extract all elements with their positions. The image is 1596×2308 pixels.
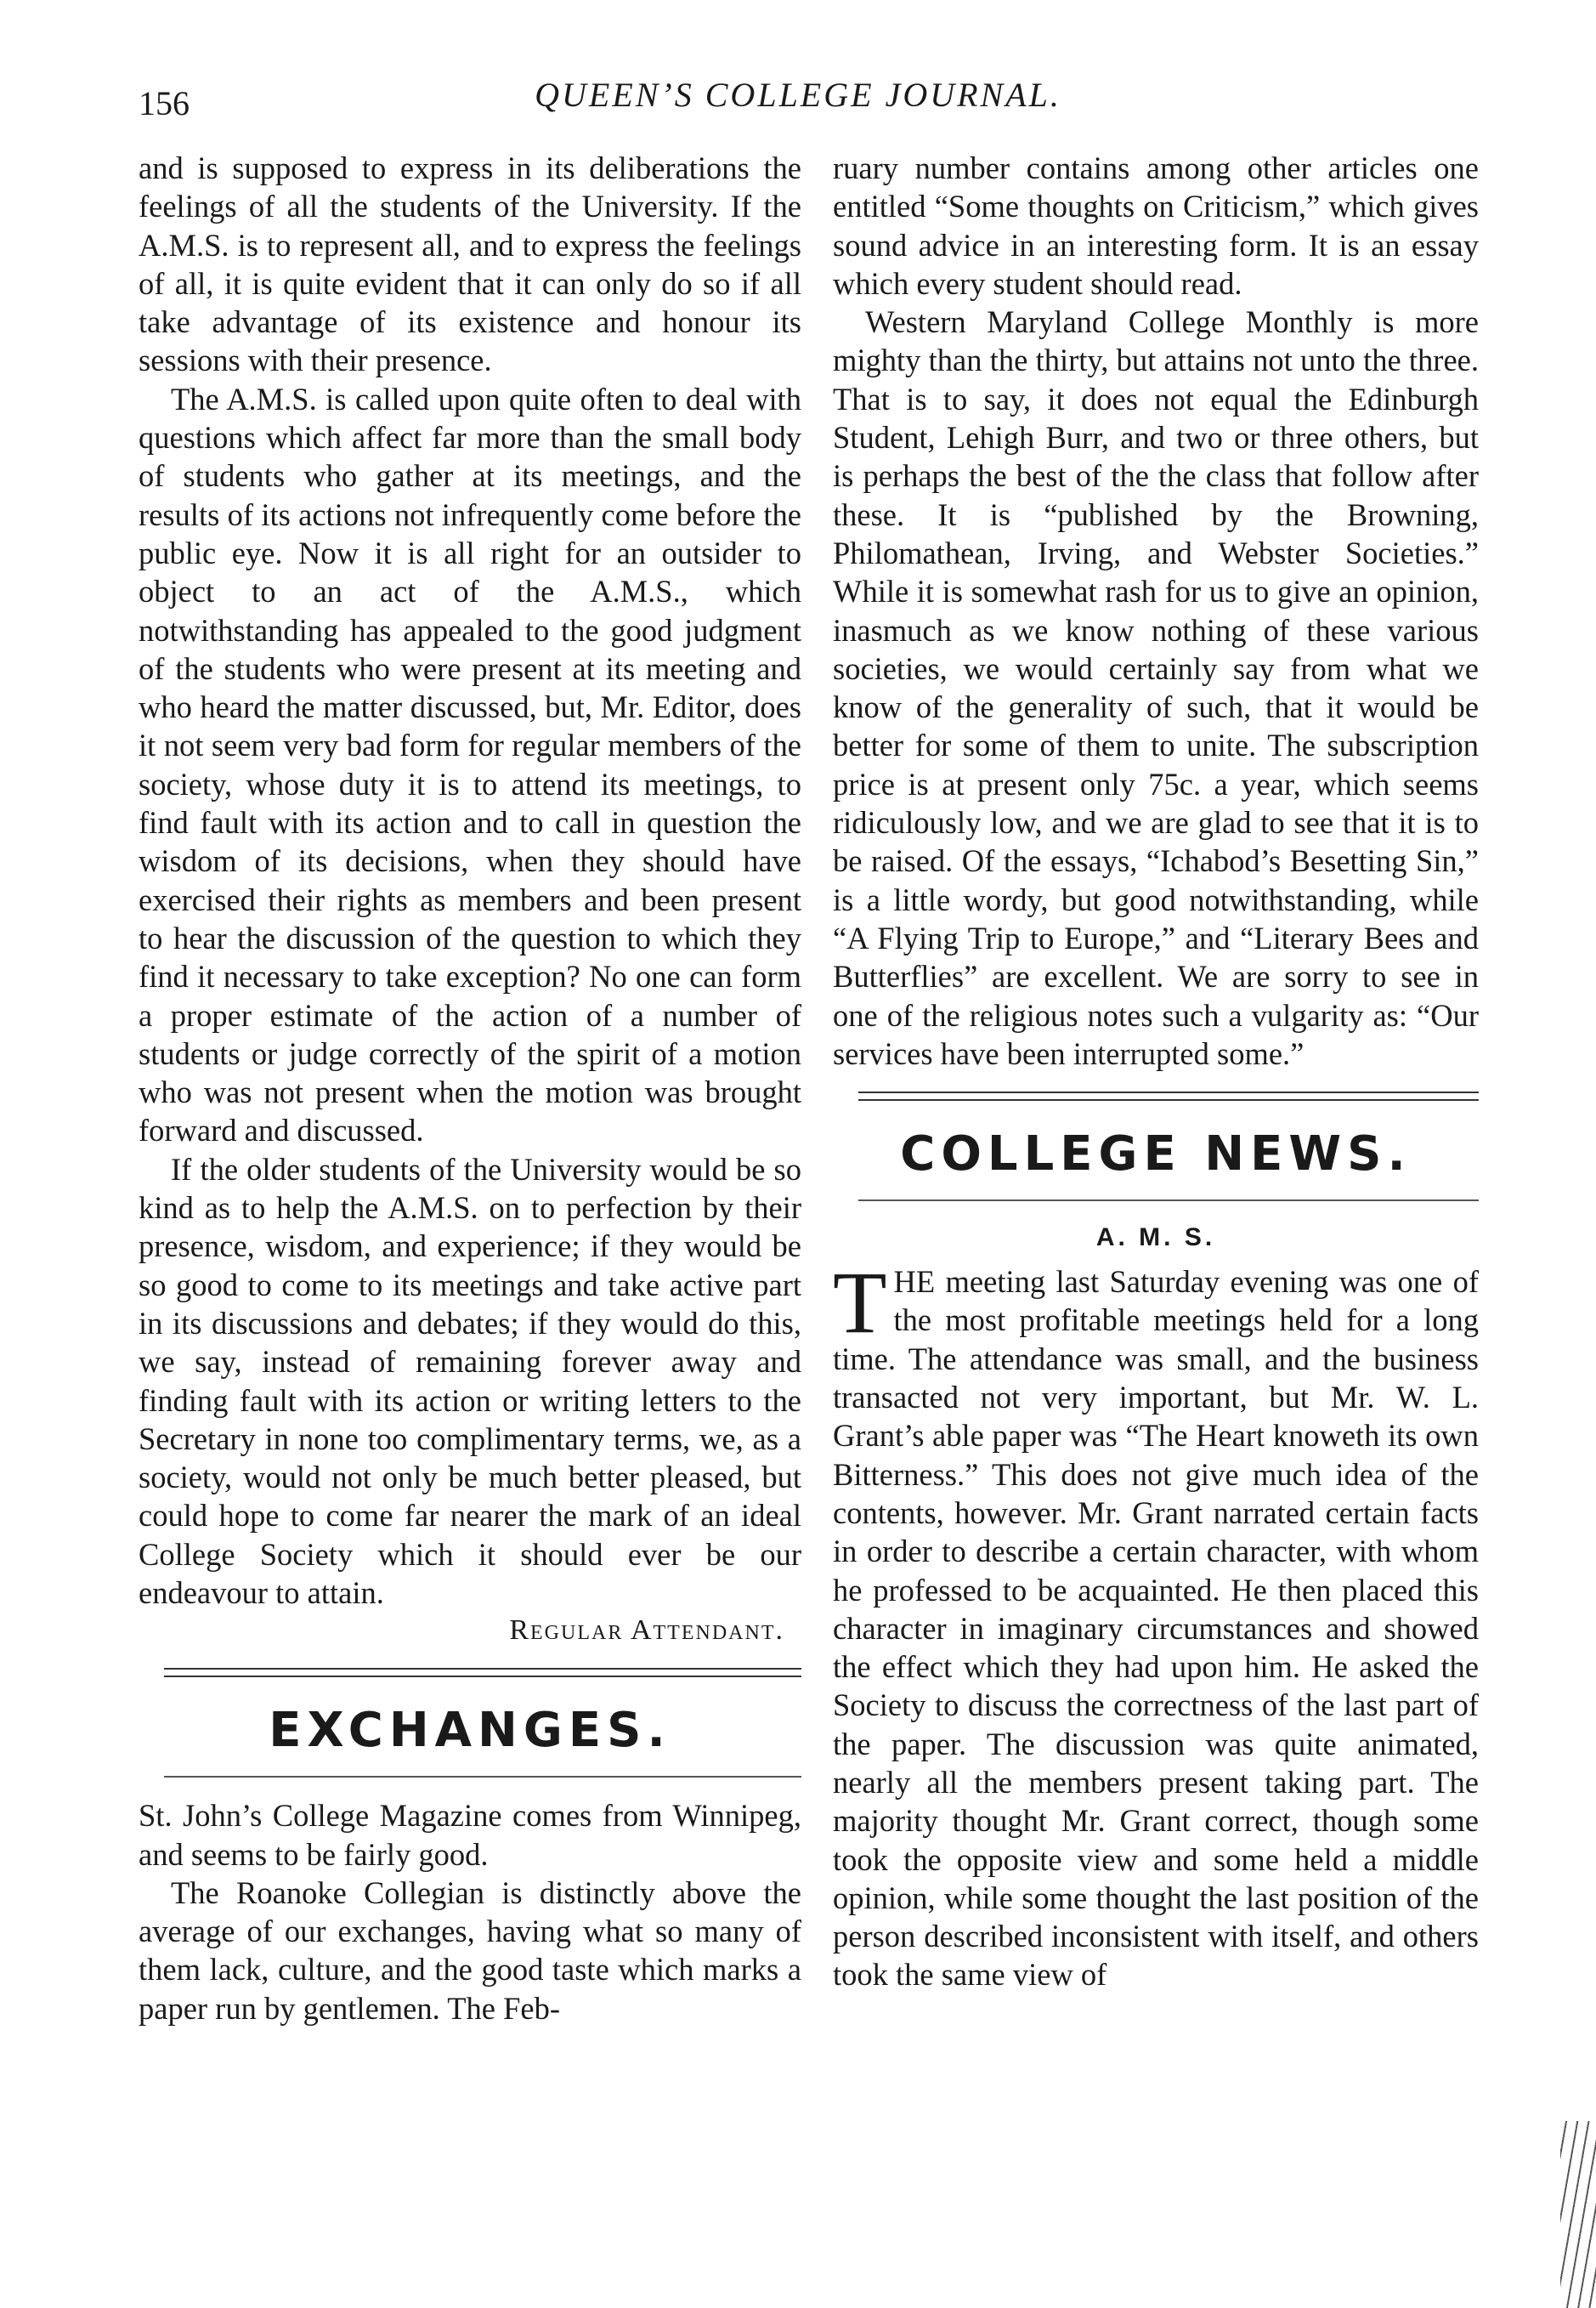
letter-paragraph: and is supposed to express in its deliberations the feelings of all the students of the University. If the A.M.S. is to represent all, and to express the feelings of all, it is quite evident that it can only do so if all take advantage of its existence and honour its sessions with their presence. bbox=[139, 150, 801, 378]
exchange-paragraph: The Roanoke Collegian is distinctly above the average of our exchanges, having what so many of them lack, culture, and the good taste which marks a paper run by gentlemen. The Feb- bbox=[139, 1874, 801, 2026]
section-divider bbox=[164, 1668, 801, 1677]
running-head: QUEEN’S COLLEGE JOURNAL. bbox=[535, 76, 1061, 114]
exchange-paragraph: Western Maryland College Monthly is more mighty than the thirty, but attains not unto the three. That is to say, it does not equal the Edinburgh Student, Lehigh Burr, and two or three others, but is perhaps the best of the the class that follow after these. It is “published by the Browning, Philomathean, Irving, and Webster Societies.” While it is somewhat rash for us to give an opinion, inasmuch as we know nothing of these various societies, we would certainly say from what we know of the generality of such, that it would be better for some of them to unite. The subscription price is at present only 75c. a year, which seems ridiculously low, and we are glad to see that it is to be raised. Of the essays, “Ichabod’s Besetting Sin,” is a little wordy, but good notwithstanding, while “A Flying Trip to Europe,” and “Literary Bees and Butterflies” are excellent. We are sorry to see in one of the religious notes such a vulgarity as: “Our services have been interrupted some.” bbox=[833, 304, 1479, 1071]
college-news-heading: COLLEGE NEWS. bbox=[900, 1126, 1412, 1182]
letter-signature: Regular Attendant. bbox=[509, 1614, 784, 1647]
section-divider bbox=[858, 1092, 1479, 1101]
ams-subheading: A. M. S. bbox=[1095, 1223, 1216, 1252]
exchange-paragraph: St. John’s College Magazine comes from Winnipeg, and seems to be fairly good. bbox=[139, 1798, 801, 1872]
exchanges-heading: EXCHANGES. bbox=[269, 1703, 671, 1759]
left-column bbox=[139, 149, 801, 2027]
exchange-paragraph: ruary number contains among other articles one entitled “Some thoughts on Criticism,” which gives sound advice in an interesting form. It is an essay which every student should read. bbox=[833, 150, 1479, 301]
letter-paragraph: If the older students of the University would be so kind as to help the A.M.S. on to perfection by their presence, wisdom, and experience; if they would be so good to come to its meetings and take active part in its discussions and debates; if they would do this, we say, instead of remaining forever away and finding fault with its action or writing letters to the Secretary in none too complimentary terms, we, as a society, would not only be much better pleased, but could hope to come far nearer the mark of an ideal College Society which it should ever be our endeavour to attain. bbox=[139, 1151, 801, 1610]
letter-paragraph: The A.M.S. is called upon quite often to deal with questions which affect far more than the small body of students who gather at its meetings, and the results of its actions not infrequently come before the public eye. Now it is all right for an outsider to object to an act of the A.M.S., which notwithstanding has appealed to the good judgment of the students who were present at its meeting and who heard the matter discussed, but, Mr. Editor, does it not seem very bad form for regular members of the society, whose duty it is to attend its meetings, to find fault with its action and to call in question the wisdom of its decisions, when they should have exercised their rights as members and been present to hear the discussion of the question to which they find it necessary to take exception? No one can form a proper estimate of the action of a number of students or judge correctly of the spirit of a motion who was not present when the motion was brought forward and discussed. bbox=[139, 381, 801, 1148]
heading-underline bbox=[858, 1199, 1479, 1201]
news-paragraph-text: HE meeting last Saturday evening was one of the most profitable meetings held for a long time. The attendance was small, and the business transacted not very important, but Mr. W. L. Grant’s able paper was “The Heart knoweth its own Bitterness.” This does not give much idea of the contents, however. Mr. Grant narrated certain facts in order to describe a certain character, with whom he professed to be acquainted. He then placed this character in imaginary circumstances and showed the effect which they had upon him. He asked the Society to discuss the correctness of the last part of the paper. The discussion was quite animated, nearly all the members present taking part. The majority thought Mr. Grant correct, though some took the opposite view and some held a middle opinion, while some thought the last position of the person described inconsistent with itself, and others took the same view of bbox=[833, 1264, 1479, 1993]
binding-edge-mark bbox=[1560, 2121, 1596, 2308]
news-paragraph bbox=[833, 1254, 1479, 1994]
drop-cap: T bbox=[833, 1254, 887, 1352]
page-number: 156 bbox=[139, 84, 190, 122]
right-column bbox=[833, 149, 1479, 1994]
heading-underline bbox=[164, 1776, 801, 1778]
